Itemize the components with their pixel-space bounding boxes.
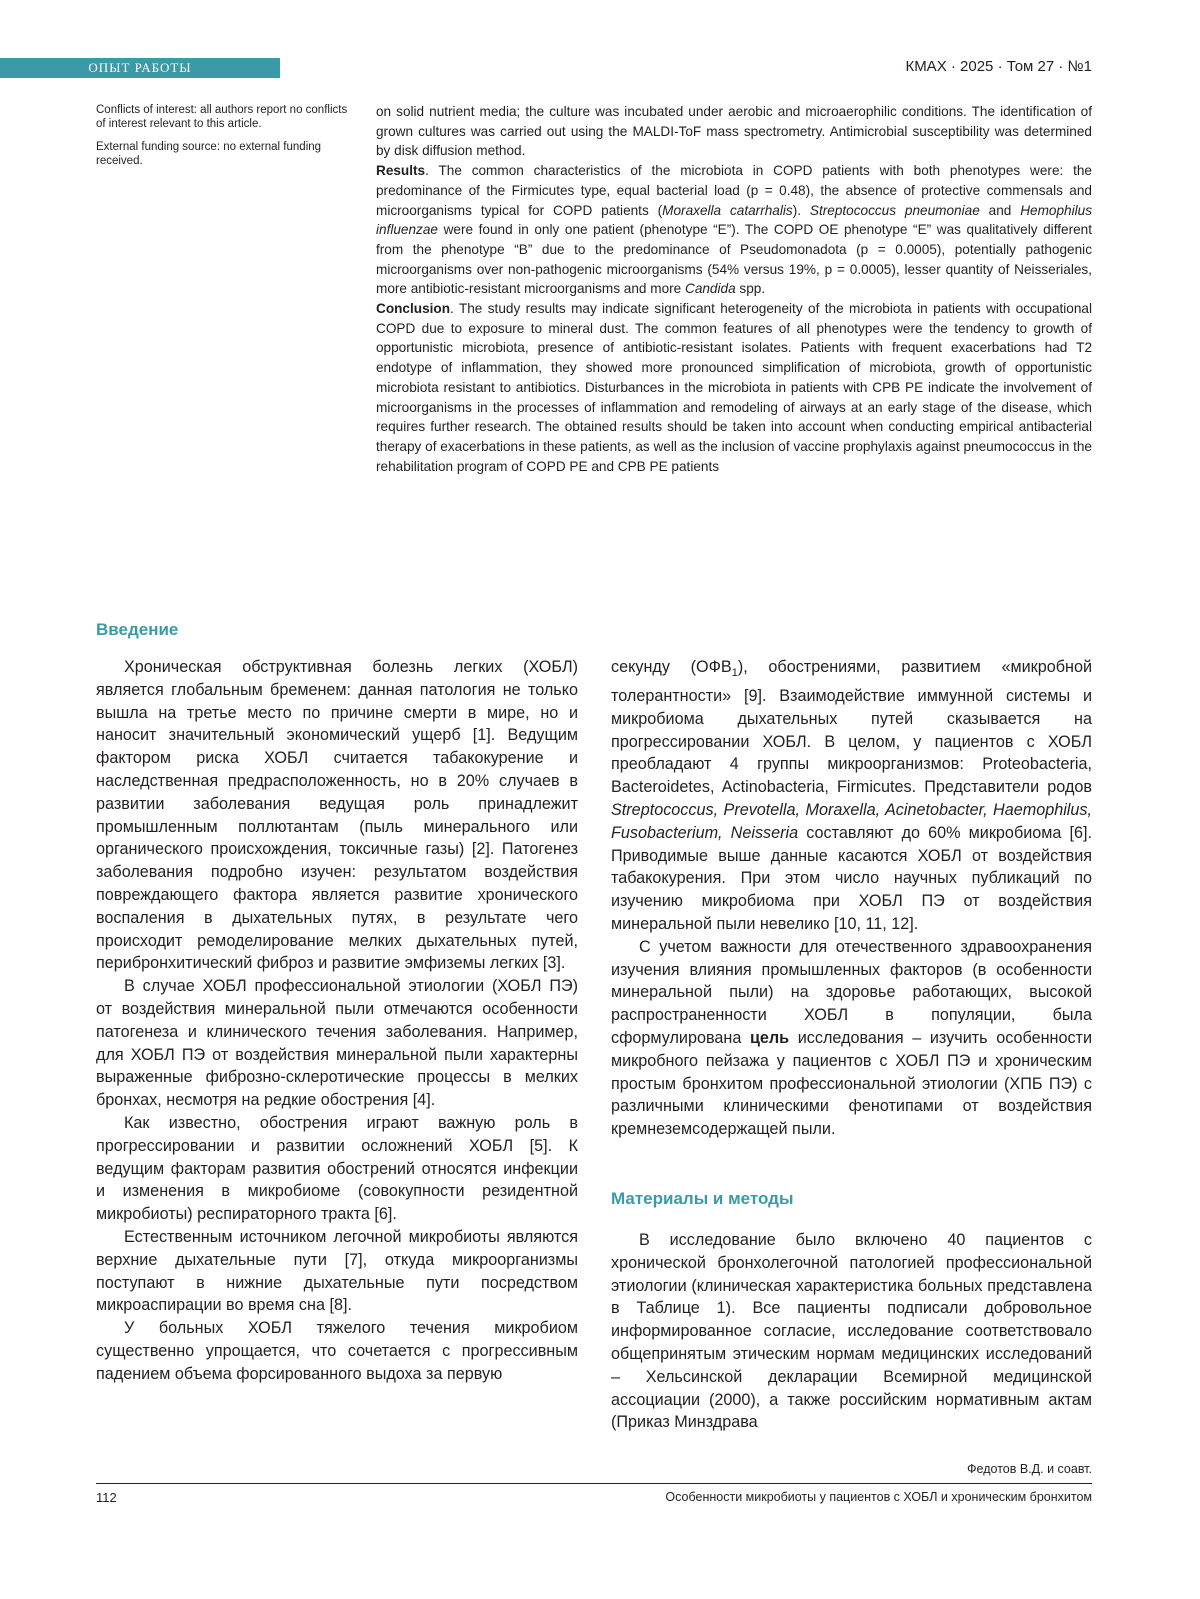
footer-article-title: Особенности микробиоты у пациентов с ХОБЛ и хроническим бронхитом: [665, 1490, 1092, 1504]
results-italic: Streptococcus pneumoniae: [809, 202, 980, 218]
funding-note: External funding source: no external funding received.: [96, 141, 322, 167]
intro-text: секунду (ОФВ: [611, 658, 732, 676]
results-text: ).: [792, 202, 810, 218]
results-text: were found in only one patient (phenotype “E”). The COPD OE phenotype “E” was qualitatively different from the phenotype “B” due to the predominance of Pseudomonadota (p = 0.0005), potentially pathogenic microorganisms over non-pathogenic microorganisms (54% versus 19%, p = 0.0005), lesser quantity of Neisseriales, more antibiotic-resistant microorganisms and more: [376, 222, 1092, 297]
abstract-methods: on solid nutrient media; the culture was incubated under aerobic and microaerophilic conditions. The identification of grown cultures was carried out using the MALDI-ToF mass spectrometry. Antimicrobial susceptibility was determined by disk diffusion method.: [376, 104, 1092, 159]
aim-bold: цель: [749, 1028, 790, 1047]
conclusion-text: . The study results may indicate significant heterogeneity of the microbiota in patients with occupational COPD due to exposure to mineral dust. The common features of all phenotypes were the tendency to growth of opportunistic microbiota, presence of antibiotic-resistant isolates. Patients with frequent exacerbations had T2 endotype of inflammation, they showed more pronounced simplification of microbiota, growth of opportunistic microbiota resistant to antibiotics. Disturbances in the microbiota in patients with CPB PE indicate the involvement of microorganisms in the processes of inflammation and remodeling of airways at an early stage of the disease, which requires further research. The obtained results should be taken into account when conducting empirical antibacterial therapy of exacerbations in these patients, as well as the inclusion of vaccine prophylaxis against pneumococcus in the rehabilitation program of COPD PE and CPB PE patients: [376, 301, 1092, 474]
intro-text: исследования – изучить особенности микробного пейзажа у пациентов с ХОБЛ ПЭ и хроническим простым бронхитом профессиональной этиологии (ХПБ ПЭ) с различными клиническими фенотипами от воздействия кремнеземсодержащей пыли.: [611, 1028, 1093, 1139]
footer-divider: [96, 1483, 1092, 1484]
results-label: Results: [376, 163, 426, 179]
methods-heading: Материалы и методы: [611, 1189, 794, 1208]
abstract-conclusion: [376, 299, 1092, 476]
journal-info: КМАХ · 2025 · Том 27 · №1: [905, 58, 1092, 75]
intro-paragraph-continued: [611, 656, 1092, 936]
intro-paragraph: В случае ХОБЛ профессиональной этиологии (ХОБЛ ПЭ) от воздействия минеральной пыли отмечаются особенности патогенеза и клинического течения заболевания. Например, для ХОБЛ ПЭ от воздействия минеральной пыли характерны выраженные фиброзно-склеротические процессы в мелких бронхах, несмотря на редкие обострения [4].: [96, 977, 578, 1110]
results-italic: Moraxella catarrhalis: [662, 202, 793, 218]
methods-column: [611, 1229, 1092, 1434]
conflicts-note: Conflicts of interest: all authors report no conflicts of interest relevant to this article.: [96, 104, 348, 130]
intro-heading: Введение: [96, 620, 179, 639]
abstract: [376, 102, 1092, 476]
page-number: 112: [96, 1490, 117, 1505]
intro-paragraph: Как известно, обострения играют важную роль в прогрессировании и развитии осложнений ХОБЛ [5]. К ведущим факторам развития обострений относятся инфекции и изменения в микробиоме (совокупности резидентной микробиоты) респираторного тракта [6].: [96, 1113, 578, 1224]
intro-text: составляют до 60% микробиома [6]. Приводимые выше данные касаются ХОБЛ от воздействия табакокурения. При этом число научных публикаций по изучению микробиома при ХОБЛ ПЭ от воздействия минеральной пыли невелико [10, 11, 12].: [611, 823, 1092, 933]
fev-subscript: 1: [731, 667, 738, 680]
intro-column-right: [611, 656, 1092, 1141]
intro-paragraph: [611, 936, 1092, 1141]
intro-text: ), обострениями, развитием «микробной толерантности» [9]. Взаимодействие иммунной системы и микробиома дыхательных путей сказывается на прогрессировании ХОБЛ. В целом, у пациентов с ХОБЛ преобладают 4 группы микроорганизмов: Proteobacteria, Bacteroidetes, Actinobacteria, Firmicutes. Представители родов: [611, 658, 1092, 797]
results-text: spp.: [735, 281, 766, 297]
intro-paragraph: У больных ХОБЛ тяжелого течения микробиом существенно упрощается, что сочетается с прогрессивным падением объема форсированного выдоха за первую: [96, 1319, 578, 1383]
methods-paragraph: В исследование было включено 40 пациентов с хронической бронхолегочной патологией профессиональной этиологии (клиническая характеристика больных представлена в Таблице 1). Все пациенты подписали добровольное информированное согласие, исследование соответствовало общепринятым этическим нормам медицинских исследований – Хельсинской декларации Всемирной медицинской ассоциации (2000), а также российским нормативным актам (Приказ Минздрава: [611, 1231, 1092, 1432]
footer-authors: Федотов В.Д. и соавт.: [967, 1462, 1092, 1476]
results-text: . The common characteristics of the microbiota in COPD patients with both phenotypes were: the predominance of the Firmicutes type, equal bacterial load (p = 0.48), the absence of protective commensals and microorganisms typical for COPD patients (: [376, 163, 1092, 218]
intro-text: С учетом важности для отечественного здравоохранения изучения влияния промышленных факторов (в особенности минеральной пыли) на здоровье работающих, высокой распространенности ХОБЛ в популяции, была сформулирована: [611, 937, 1092, 1047]
intro-paragraph: Хроническая обструктивная болезнь легких (ХОБЛ) является глобальным бременем: данная патология не только вышла на третье место по причине смерти в мире, но и наносит значительный экономический ущерб [1]. Ведущим фактором риска ХОБЛ считается табакокурение и наследственная предрасположенность, но в 20% случаев в развитии заболевания ведущая роль принадлежит промышленным поллютантам (пыль минерального или органического происхождения, токсичные газы) [2]. Патогенез заболевания подробно изучен: результатом воздействия повреждающего фактора является развитие хронического воспаления в дыхательных путях, в результате чего происходит ремоделирование мелких дыхательных путей, перибронхитический фиброз и развитие эмфиземы легких [3].: [96, 658, 578, 973]
intro-paragraph: Естественным источником легочной микробиоты являются верхние дыхательные пути [7], откуда микроорганизмы поступают в нижние дыхательные пути посредством микроаспирации во время сна [8].: [96, 1227, 578, 1315]
results-text: and: [979, 202, 1021, 218]
results-italic: Candida: [685, 281, 736, 297]
abstract-results: [376, 161, 1092, 299]
side-notes: [96, 103, 352, 177]
results-italic: Hemophilus influenzae: [376, 202, 1092, 238]
conclusion-label: Conclusion: [376, 301, 451, 317]
genera-italic: Streptococcus, Prevotella, Moraxella, Acinetobacter, Haemophilus, Fusobacterium, Neisseria: [611, 801, 1092, 842]
section-banner: ОПЫТ РАБОТЫ: [0, 58, 280, 78]
intro-column-left: [96, 656, 578, 1386]
